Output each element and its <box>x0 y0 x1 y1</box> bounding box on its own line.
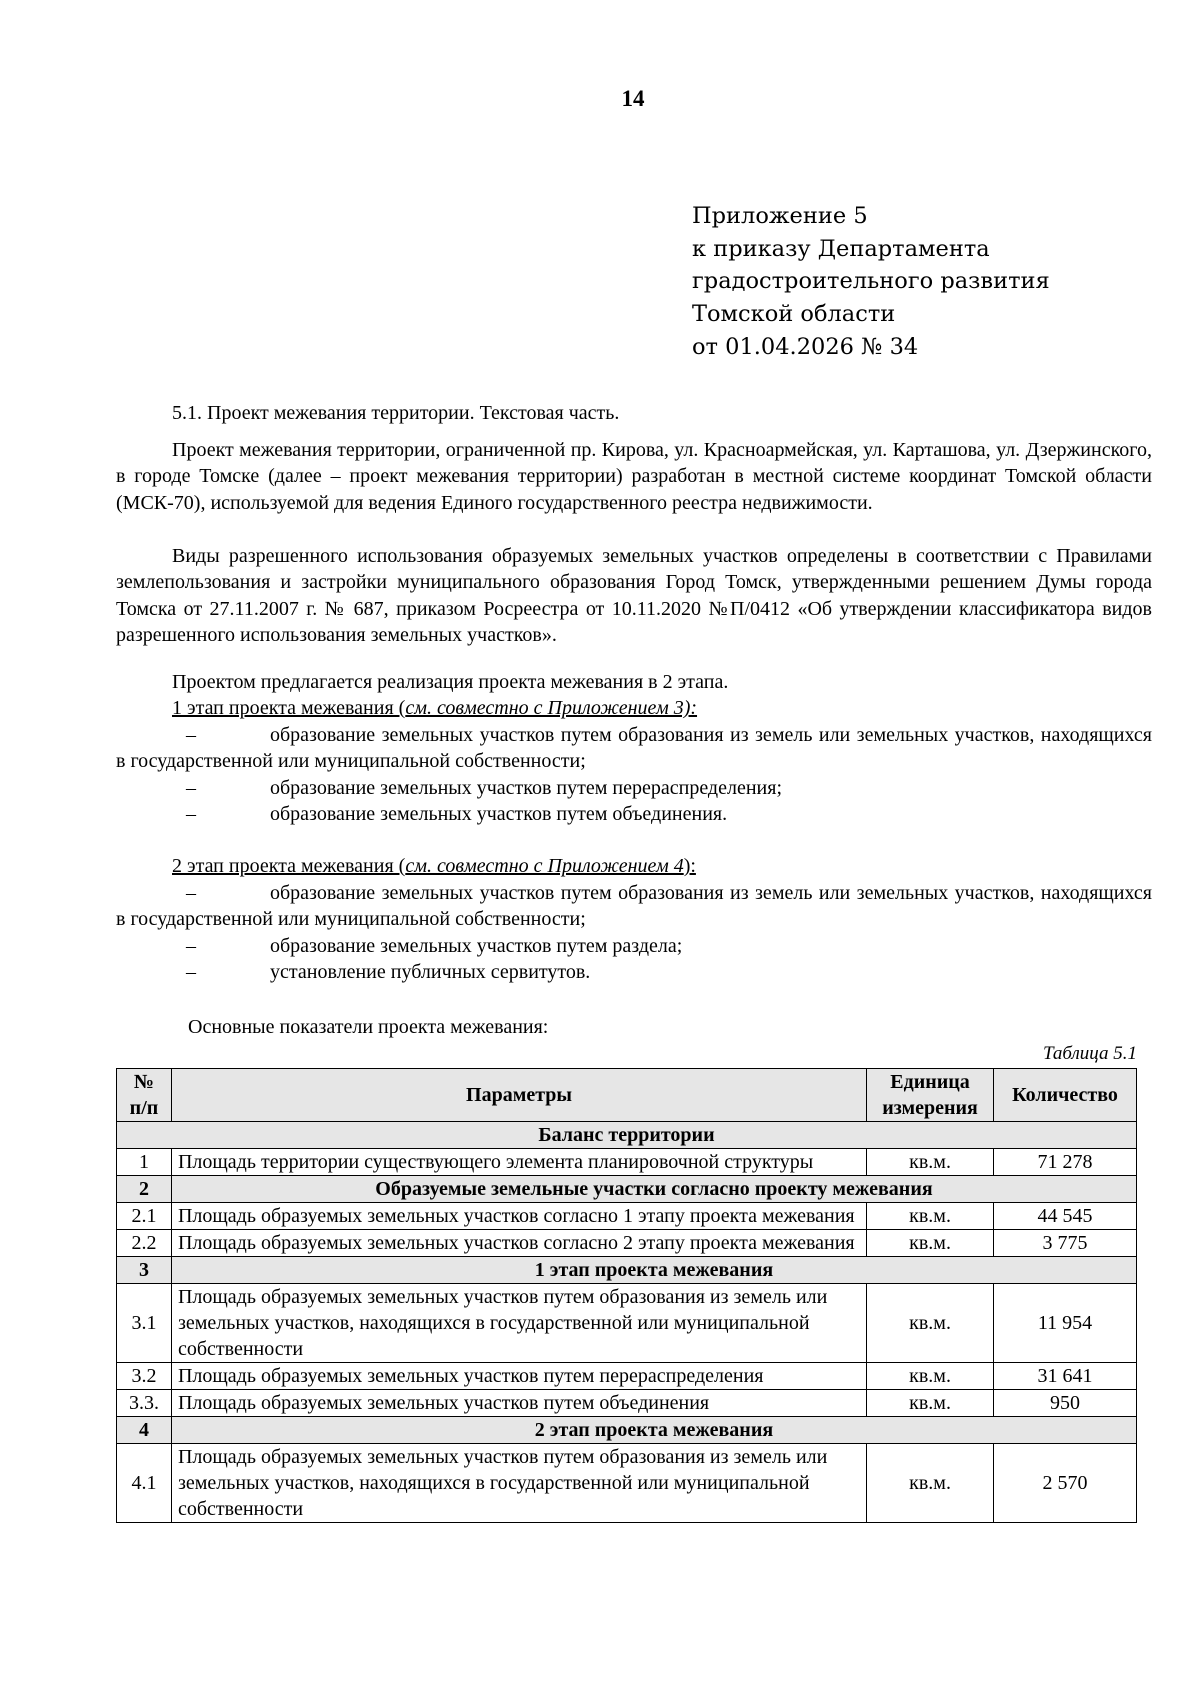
stage2-title-text: 2 этап проекта межевания ( <box>172 855 406 878</box>
table-row <box>117 1149 1137 1176</box>
row-qty: 11 954 <box>994 1284 1137 1363</box>
row-qty: 71 278 <box>994 1149 1137 1176</box>
row-num: 3.2 <box>117 1363 172 1390</box>
appendix-line: к приказу Департамента <box>692 235 990 262</box>
list-item-text: образование земельных участков путем образования из земель или земельных участков, находящихся в государственной или муниципальной собственности; <box>116 723 1152 773</box>
row-param: Площадь образуемых земельных участков согласно 2 этапу проекта межевания <box>171 1230 866 1257</box>
appendix-header <box>692 200 1050 364</box>
table-intro: Основные показатели проекта межевания: <box>188 1016 549 1038</box>
appendix-line: Приложение 5 <box>692 203 868 229</box>
row-num: 4.1 <box>117 1444 172 1523</box>
list-item-text: образование земельных участков путем раздела; <box>270 934 683 957</box>
stages-section <box>116 669 1152 985</box>
row-qty: 950 <box>994 1390 1137 1417</box>
header-qty: Количество <box>994 1069 1137 1122</box>
table-row <box>117 1230 1137 1257</box>
row-num: 4 <box>117 1417 172 1444</box>
list-item-text: образование земельных участков путем образования из земель или земельных участков, находящихся в государственной или муниципальной собственности; <box>116 881 1152 931</box>
table-row <box>117 1284 1137 1363</box>
stage1-title <box>116 695 1152 721</box>
row-param: Площадь образуемых земельных участков согласно 1 этапу проекта межевания <box>171 1203 866 1230</box>
appendix-line: Томской области <box>692 301 896 328</box>
list-item <box>116 722 1152 775</box>
row-qty: 2 570 <box>994 1444 1137 1523</box>
row-num: 2.2 <box>117 1230 172 1257</box>
table-section-row <box>117 1257 1137 1284</box>
row-num: 3 <box>117 1257 172 1284</box>
row-num: 3.1 <box>117 1284 172 1363</box>
row-qty: 31 641 <box>994 1363 1137 1390</box>
list-item <box>116 775 1152 801</box>
row-qty: 44 545 <box>994 1203 1137 1230</box>
row-num: 3.3. <box>117 1390 172 1417</box>
row-unit: кв.м. <box>867 1363 994 1390</box>
paragraph: Виды разрешенного использования образуемых земельных участков определены в соответствии с Правилами землепользования и застройки муниципального образования Город Томск, утвержденными решением Думы города Томска от 27.11.2007 г. № 687, приказом Росреестра от 10.11.2020 №П/0412 «Об утверждении классификатора видов разрешенного использования земельных участков». <box>116 545 1152 647</box>
indicators-table <box>116 1068 1137 1523</box>
stage1-title-text: 1 этап проекта межевания ( <box>172 697 406 720</box>
dash: – <box>186 723 196 746</box>
row-num: 2.1 <box>117 1203 172 1230</box>
stage2-title-end: ): <box>683 855 696 878</box>
table-header-row <box>117 1069 1137 1122</box>
stages-intro: Проектом предлагается реализация проекта межевания в 2 этапа. <box>172 671 729 693</box>
page-number: 14 <box>621 86 645 111</box>
section-title: Баланс территории <box>117 1122 1137 1149</box>
list-item-text: образование земельных участков путем объединения. <box>270 803 728 826</box>
paragraph: Проект межевания территории, ограниченной пр. Кирова, ул. Красноармейская, ул. Карташова, ул. Дзержинского, в городе Томске (далее – проект межевания территории) разработан в местной системе координат Томской области (МСК-70), используемой для ведения Единого государственного реестра недвижимости. <box>116 439 1152 514</box>
list-item-text: установление публичных сервитутов. <box>270 961 591 984</box>
row-num: 1 <box>117 1149 172 1176</box>
row-unit: кв.м. <box>867 1149 994 1176</box>
header-param: Параметры <box>171 1069 866 1122</box>
dash: – <box>186 881 196 904</box>
dash: – <box>186 776 196 799</box>
stage2-ref: см. совместно с Приложением 4 <box>405 855 684 878</box>
appendix-line: от 01.04.2026 № 34 <box>692 333 919 360</box>
dash: – <box>186 934 196 957</box>
list-item <box>116 880 1152 933</box>
row-unit: кв.м. <box>867 1203 994 1230</box>
stage2-title <box>116 853 1152 879</box>
row-unit: кв.м. <box>867 1444 994 1523</box>
row-param: Площадь образуемых земельных участков путем объединения <box>171 1390 866 1417</box>
table-section-row <box>117 1122 1137 1149</box>
row-param: Площадь образуемых земельных участков путем перераспределения <box>171 1363 866 1390</box>
dash: – <box>186 961 196 984</box>
dash: – <box>186 803 196 826</box>
header-unit: Единица измерения <box>867 1069 994 1122</box>
table-section-row <box>117 1417 1137 1444</box>
list-item <box>116 933 1152 959</box>
row-param: Площадь образуемых земельных участков путем образования из земель или земельных участков, находящихся в государственной или муниципальной собственности <box>171 1444 866 1523</box>
table-row <box>117 1363 1137 1390</box>
row-unit: кв.м. <box>867 1390 994 1417</box>
row-unit: кв.м. <box>867 1230 994 1257</box>
stage1-ref: см. совместно с Приложением 3): <box>405 697 698 720</box>
row-unit: кв.м. <box>867 1284 994 1363</box>
table-caption: Таблица 5.1 <box>1043 1043 1137 1064</box>
list-item <box>116 801 1152 827</box>
list-item-text: образование земельных участков путем перераспределения; <box>270 776 783 799</box>
table-row <box>117 1390 1137 1417</box>
table-row <box>117 1444 1137 1523</box>
list-item <box>116 959 1152 985</box>
section-title: Образуемые земельные участки согласно проекту межевания <box>171 1176 1136 1203</box>
section-title: 2 этап проекта межевания <box>171 1417 1136 1444</box>
section-title: 1 этап проекта межевания <box>171 1257 1136 1284</box>
table-row <box>117 1203 1137 1230</box>
row-qty: 3 775 <box>994 1230 1137 1257</box>
header-num: № п/п <box>117 1069 172 1122</box>
row-param: Площадь образуемых земельных участков путем образования из земель или земельных участков, находящихся в государственной или муниципальной собственности <box>171 1284 866 1363</box>
row-num: 2 <box>117 1176 172 1203</box>
section-heading: 5.1. Проект межевания территории. Текстовая часть. <box>172 402 620 424</box>
table-section-row <box>117 1176 1137 1203</box>
appendix-line: градостроительного развития <box>692 268 1050 295</box>
row-param: Площадь территории существующего элемента планировочной структуры <box>171 1149 866 1176</box>
